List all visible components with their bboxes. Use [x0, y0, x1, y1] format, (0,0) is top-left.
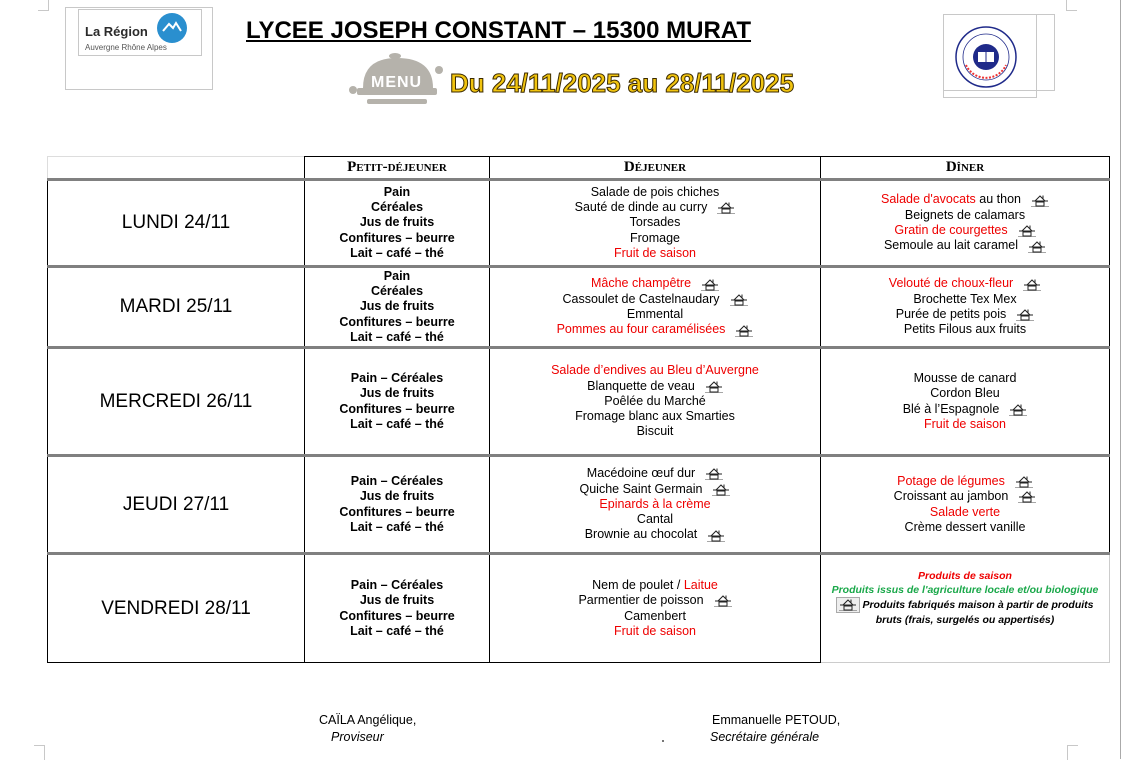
breakfast-cell	[305, 456, 490, 554]
menu-cloche-logo	[345, 50, 450, 110]
dish-label: Brochette Tex Mex	[913, 291, 1017, 306]
breakfast-item: Céréales	[370, 200, 424, 215]
dish-label: Petits Filous aux fruits	[903, 322, 1027, 337]
dish	[821, 474, 1109, 489]
crop-mark	[38, 0, 49, 11]
dish-label: Fruit de saison	[614, 245, 696, 260]
dish	[490, 307, 820, 322]
region-logo-name: La Région	[85, 24, 148, 39]
region-logo-sub: Auvergne Rhône Alpes	[85, 43, 167, 52]
dinner-cell	[821, 267, 1110, 348]
homemade-icon	[836, 597, 860, 613]
dish	[821, 402, 1109, 417]
breakfast-item: Lait – café – thé	[350, 416, 444, 431]
breakfast-item: Jus de fruits	[359, 386, 435, 401]
dish-label: Gratin de courgettes	[894, 223, 1008, 237]
homemade-icon	[1018, 224, 1036, 237]
dish-label: Crème dessert vanille	[904, 519, 1026, 534]
legend-local-bio: Produits issus de l'agriculture locale et/ou biologique	[831, 584, 1099, 596]
breakfast-item: Confitures – beurre	[339, 504, 455, 519]
breakfast-item: Confitures – beurre	[339, 401, 455, 416]
breakfast-item: Confitures – beurre	[339, 608, 455, 623]
day-label: MARDI 25/11	[48, 267, 305, 348]
dish	[821, 276, 1109, 291]
homemade-icon	[705, 467, 723, 480]
dish-label: Croissant au jambon	[893, 489, 1009, 504]
homemade-icon	[701, 278, 719, 291]
homemade-icon	[717, 201, 735, 214]
breakfast-item: Pain	[383, 268, 411, 283]
school-seal	[943, 14, 1053, 96]
header-blank	[48, 157, 305, 180]
lunch-cell	[490, 267, 821, 348]
column-header-breakfast: Petit-déjeuner	[305, 157, 490, 180]
dot	[662, 740, 664, 742]
breakfast-cell	[305, 348, 490, 456]
signature-name: Emmanuelle PETOUD,	[712, 713, 841, 727]
breakfast-item: Lait – café – thé	[350, 245, 444, 260]
dish-label: au thon	[975, 192, 1021, 207]
dish-label: Salade d’endives au Bleu d’Auvergne	[551, 363, 759, 378]
homemade-icon	[705, 380, 723, 393]
homemade-icon	[735, 324, 753, 337]
menu-logo-text: MENU	[371, 74, 423, 91]
dish-label: Quiche Saint Germain	[579, 481, 703, 496]
dish	[821, 292, 1109, 307]
column-header-dinner: Dîner	[821, 157, 1110, 180]
legend-seasonal: Produits de saison	[918, 570, 1012, 582]
dish	[821, 505, 1109, 520]
dish	[490, 578, 820, 593]
homemade-icon	[707, 529, 725, 542]
breakfast-item: Pain – Céréales	[350, 370, 444, 385]
dish-label: Cordon Bleu	[930, 386, 1000, 401]
dish	[821, 322, 1109, 337]
dish-label: Camenbert	[624, 608, 686, 623]
signature-role: Secrétaire générale	[710, 730, 820, 744]
dish	[490, 409, 820, 424]
page-edge	[1120, 0, 1121, 759]
day-label: JEUDI 27/11	[48, 456, 305, 554]
dish	[490, 394, 820, 409]
dish-label: Fromage	[629, 230, 681, 245]
dish-label: Mousse de canard	[913, 370, 1017, 385]
dinner-cell	[821, 456, 1110, 554]
dish	[821, 238, 1109, 253]
dish	[821, 192, 1109, 207]
signature-name: CAÏLA Angélique,	[319, 713, 417, 727]
lunch-cell	[490, 180, 821, 267]
dish	[821, 386, 1109, 401]
dish-label: Laitue	[683, 577, 718, 592]
lunch-cell	[490, 554, 821, 663]
signature-secretary	[710, 713, 840, 744]
homemade-icon	[1018, 490, 1036, 503]
homemade-icon	[1028, 240, 1046, 253]
dish-label: Salade de pois chiches	[590, 184, 720, 199]
dish	[490, 609, 820, 624]
breakfast-item: Lait – café – thé	[350, 519, 444, 534]
crop-mark	[1066, 0, 1077, 11]
weekly-menu-table	[47, 156, 1110, 663]
dish-label: Sauté de dinde au curry	[574, 200, 708, 215]
homemade-icon	[730, 293, 748, 306]
homemade-icon	[1009, 403, 1027, 416]
dinner-cell	[821, 348, 1110, 456]
lunch-cell	[490, 456, 821, 554]
dish-label: Beignets de calamars	[904, 207, 1026, 222]
dish	[490, 200, 820, 215]
dish	[821, 307, 1109, 322]
dish-label: Velouté de choux-fleur	[888, 276, 1014, 291]
dish	[490, 527, 820, 542]
dish	[490, 512, 820, 527]
region-logo	[65, 7, 213, 90]
day-row	[48, 267, 1110, 348]
breakfast-item: Pain – Céréales	[350, 577, 444, 592]
dish	[821, 417, 1109, 432]
dish-label: Pommes au four caramélisées	[556, 322, 726, 337]
day-row	[48, 456, 1110, 554]
homemade-icon	[1023, 278, 1041, 291]
dish	[490, 363, 820, 378]
dish	[490, 185, 820, 200]
dish-label: Salade verte	[929, 504, 1001, 519]
crop-mark	[34, 745, 45, 760]
homemade-icon	[1016, 308, 1034, 321]
homemade-icon	[1031, 194, 1049, 207]
legend-homemade-text: Produits fabriqués maison à partir de produits bruts (frais, surgelés ou appertisés)	[862, 598, 1094, 626]
breakfast-item: Jus de fruits	[359, 215, 435, 230]
dish-label: Potage de légumes	[897, 473, 1005, 488]
dish-label: Fruit de saison	[614, 623, 696, 638]
day-row	[48, 554, 1110, 663]
dish	[490, 246, 820, 261]
dish	[821, 223, 1109, 238]
dish	[490, 466, 820, 481]
dish	[490, 379, 820, 394]
signature-principal	[319, 713, 416, 744]
dish	[490, 231, 820, 246]
breakfast-item: Jus de fruits	[359, 489, 435, 504]
dish	[821, 520, 1109, 535]
breakfast-cell	[305, 554, 490, 663]
signature-role: Proviseur	[331, 730, 384, 744]
dish	[490, 292, 820, 307]
date-range: Du 24/11/2025 au 28/11/2025	[450, 68, 795, 98]
dish	[490, 424, 820, 439]
breakfast-item: Lait – café – thé	[350, 623, 444, 638]
breakfast-item: Confitures – beurre	[339, 230, 455, 245]
legend-cell	[821, 554, 1110, 663]
dish-label: Cantal	[636, 512, 674, 527]
dish	[490, 624, 820, 639]
breakfast-item: Céréales	[370, 284, 424, 299]
breakfast-item: Pain – Céréales	[350, 473, 444, 488]
breakfast-item: Pain	[383, 184, 411, 199]
dish	[821, 371, 1109, 386]
dish	[490, 276, 820, 291]
day-label: LUNDI 24/11	[48, 180, 305, 267]
breakfast-item: Confitures – beurre	[339, 314, 455, 329]
dish	[490, 322, 820, 337]
dinner-cell	[821, 180, 1110, 267]
dish-label: Emmental	[626, 307, 684, 321]
dish-label: Fromage blanc aux Smarties	[575, 409, 735, 424]
dish-label: Blé à l’Espagnole	[902, 401, 1000, 416]
breakfast-cell	[305, 267, 490, 348]
dish-label: Macédoine œuf dur	[586, 466, 696, 481]
dish	[490, 482, 820, 497]
day-label: VENDREDI 28/11	[48, 554, 305, 663]
mountain-icon	[157, 13, 187, 43]
day-label: MERCREDI 26/11	[48, 348, 305, 456]
dish-label: Brownie au chocolat	[584, 527, 698, 542]
dish	[821, 489, 1109, 504]
breakfast-item: Lait – café – thé	[350, 329, 444, 344]
homemade-icon	[712, 483, 730, 496]
seal-emblem-icon	[954, 25, 1018, 89]
dish-label: Epinards à la crème	[599, 496, 711, 511]
homemade-icon	[714, 594, 732, 607]
dish-label: Semoule au lait caramel	[883, 238, 1019, 253]
dish-label: Blanquette de veau	[587, 378, 695, 393]
dish-label: Biscuit	[636, 424, 674, 439]
breakfast-cell	[305, 180, 490, 267]
dish	[490, 593, 820, 608]
breakfast-item: Jus de fruits	[359, 299, 435, 314]
dish	[821, 208, 1109, 223]
page-title: LYCEE JOSEPH CONSTANT – 15300 MURAT	[246, 17, 752, 44]
dish-label: Fruit de saison	[924, 416, 1006, 431]
lunch-cell	[490, 348, 821, 456]
crop-mark	[1067, 745, 1078, 760]
dish-label: Mâche champêtre	[590, 276, 692, 291]
dish-label: Torsades	[629, 215, 681, 230]
homemade-icon	[1015, 475, 1033, 488]
dish-label: Nem de poulet /	[592, 577, 684, 592]
column-header-lunch: Déjeuner	[490, 157, 821, 180]
dish-label: Salade d'avocats	[881, 192, 976, 207]
dish	[490, 497, 820, 512]
dish-label: Parmentier de poisson	[578, 593, 704, 608]
legend-homemade	[821, 597, 1109, 627]
day-row	[48, 180, 1110, 267]
day-row	[48, 348, 1110, 456]
dish	[490, 215, 820, 230]
dish-label: Poêlée du Marché	[604, 393, 706, 408]
dish-label: Cassoulet de Castelnaudary	[562, 291, 720, 306]
dish-label: Purée de petits pois	[895, 307, 1007, 321]
breakfast-item: Jus de fruits	[359, 593, 435, 608]
